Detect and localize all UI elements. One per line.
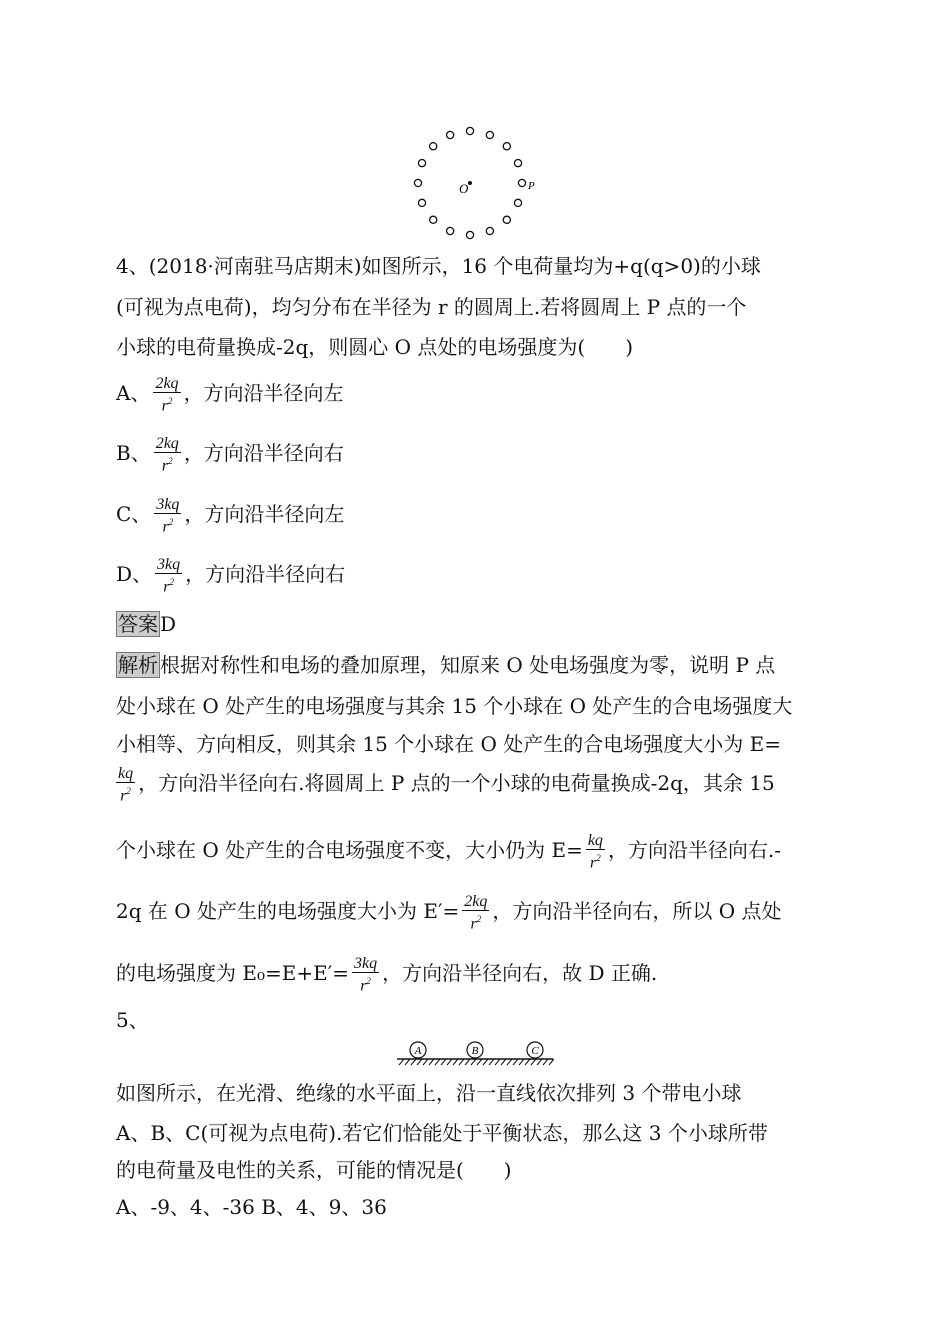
ground-hatch: [513, 1059, 518, 1065]
ground-hatch: [549, 1059, 554, 1065]
ground-hatch: [465, 1059, 470, 1065]
analysis-tag: 解析: [118, 653, 158, 677]
ground-hatch: [429, 1059, 434, 1065]
ring-of-charges-figure: [400, 115, 540, 245]
charge-ball: [514, 160, 521, 167]
analysis-line-4: $\frac{kq}{r^2}$ ，方向沿半径向右.将圆周上 P 点的一个小球的电荷量换成-2q，其余 15: [118, 765, 775, 805]
charge-ball: [418, 199, 425, 206]
answer-tag: 答案: [118, 612, 158, 636]
charge-ball: [418, 160, 425, 167]
q4-line-2: (可视为点电荷)，均匀分布在半径为 r 的圆周上.若将圆周上 P 点的一个: [116, 295, 747, 319]
label-o: O: [459, 181, 469, 196]
fraction: $\frac{2kq}{r^2}$: [155, 375, 179, 415]
q5-number: 5、: [116, 1008, 149, 1032]
ground-hatch: [483, 1059, 488, 1065]
fraction: $\frac{2kq}{r^2}$: [155, 435, 179, 475]
charge-ball: [430, 143, 437, 150]
fraction: $\frac{3kq}{r^2}$: [354, 955, 378, 995]
fraction: $\frac{kq}{r^2}$: [587, 832, 603, 872]
ball-b: [467, 1042, 483, 1058]
ground-hatch: [453, 1059, 458, 1065]
charge-ball: [486, 227, 493, 234]
analysis-line-5: 个小球在 O 处产生的合电场强度不变，大小仍为 E= $\frac{kq}{r^2}$ ，方向沿半径向右.-: [116, 832, 782, 872]
q5-options: A、-9、4、-36 B、4、9、36: [116, 1195, 387, 1219]
analysis-line-2: 处小球在 O 处产生的电场强度与其余 15 个小球在 O 处产生的合电场强度大: [116, 694, 793, 718]
charge-ball: [447, 131, 454, 138]
fraction: $\frac{kq}{r^2}$: [118, 765, 134, 805]
ball-c: [527, 1042, 543, 1058]
ground-hatch: [537, 1059, 542, 1065]
q5-line-1: 如图所示，在光滑、绝缘的水平面上，沿一直线依次排列 3 个带电小球: [116, 1081, 742, 1105]
charge-ball: [503, 143, 510, 150]
q4-option-b: B、 $\frac{2kq}{r^2}$ ，方向沿半径向右: [116, 435, 344, 475]
charge-ball: [447, 227, 454, 234]
ground-hatch: [411, 1059, 416, 1065]
label-p: P: [528, 180, 535, 192]
ground-hatch: [525, 1059, 530, 1065]
ground-hatch: [471, 1059, 476, 1065]
charge-ball: [503, 216, 510, 223]
ground-hatch: [435, 1059, 440, 1065]
charge-ball: [414, 179, 421, 186]
q4-line-3: 小球的电荷量换成-2q，则圆心 O 点处的电场强度为( ): [116, 335, 634, 359]
answer-value: D: [160, 612, 177, 636]
ground-hatch: [489, 1059, 494, 1065]
svg-text:C: C: [531, 1045, 539, 1057]
q4-option-c: C、 $\frac{3kq}{r^2}$ ，方向沿半径向左: [116, 496, 345, 536]
q5-line-2: A、B、C(可视为点电荷).若它们恰能处于平衡状态，那么这 3 个小球所带: [116, 1121, 768, 1145]
three-balls-figure: [395, 1038, 555, 1066]
ground-hatch: [423, 1059, 428, 1065]
ground-hatch: [477, 1059, 482, 1065]
charge-ball: [466, 231, 473, 238]
ground-hatch: [531, 1059, 536, 1065]
ground-hatch: [495, 1059, 500, 1065]
ground-hatch: [399, 1059, 404, 1065]
charge-ball: [514, 199, 521, 206]
center-dot: [468, 181, 472, 185]
ground-hatch: [417, 1059, 422, 1065]
ground-hatch: [519, 1059, 524, 1065]
ground-hatch: [459, 1059, 464, 1065]
q4-option-d: D、 $\frac{3kq}{r^2}$ ，方向沿半径向右: [116, 556, 346, 596]
ball-a: [410, 1042, 426, 1058]
answer-line: [116, 610, 176, 638]
q5-line-3: 的电荷量及电性的关系，可能的情况是( ): [116, 1158, 512, 1182]
q4-line-1: 4、(2018·河南驻马店期末)如图所示，16 个电荷量均为+q(q>0)的小球: [116, 254, 761, 278]
analysis-line-1: 解析 根据对称性和电场的叠加原理，知原来 O 处电场强度为零，说明 P 点: [118, 653, 776, 677]
ground-hatch: [507, 1059, 512, 1065]
ground-hatch: [405, 1059, 410, 1065]
fraction: $\frac{3kq}{r^2}$: [157, 556, 181, 596]
fraction: $\frac{2kq}{r^2}$: [464, 893, 488, 933]
charge-ball: [486, 131, 493, 138]
charge-ball: [466, 127, 473, 134]
analysis-line-3: 小相等、方向相反，则其余 15 个小球在 O 处产生的合电场强度大小为 E=: [116, 732, 781, 756]
analysis-line-7: 的电场强度为 E₀=E+E′= $\frac{3kq}{r^2}$ ，方向沿半径向右，故 D 正确.: [116, 955, 658, 995]
svg-text:B: B: [471, 1045, 479, 1057]
charge-ball: [430, 216, 437, 223]
ground-hatch: [543, 1059, 548, 1065]
charge-ball: [518, 179, 525, 186]
svg-text:A: A: [414, 1045, 422, 1057]
fraction: $\frac{3kq}{r^2}$: [156, 496, 180, 536]
analysis-line-6: 2q 在 O 处产生的电场强度大小为 E′= $\frac{2kq}{r^2}$ ，方向沿半径向右，所以 O 点处: [116, 893, 782, 933]
ground-hatch: [447, 1059, 452, 1065]
ground-hatch: [501, 1059, 506, 1065]
ground-hatch: [441, 1059, 446, 1065]
q4-option-a: A、 $\frac{2kq}{r^2}$ ，方向沿半径向左: [116, 375, 344, 415]
